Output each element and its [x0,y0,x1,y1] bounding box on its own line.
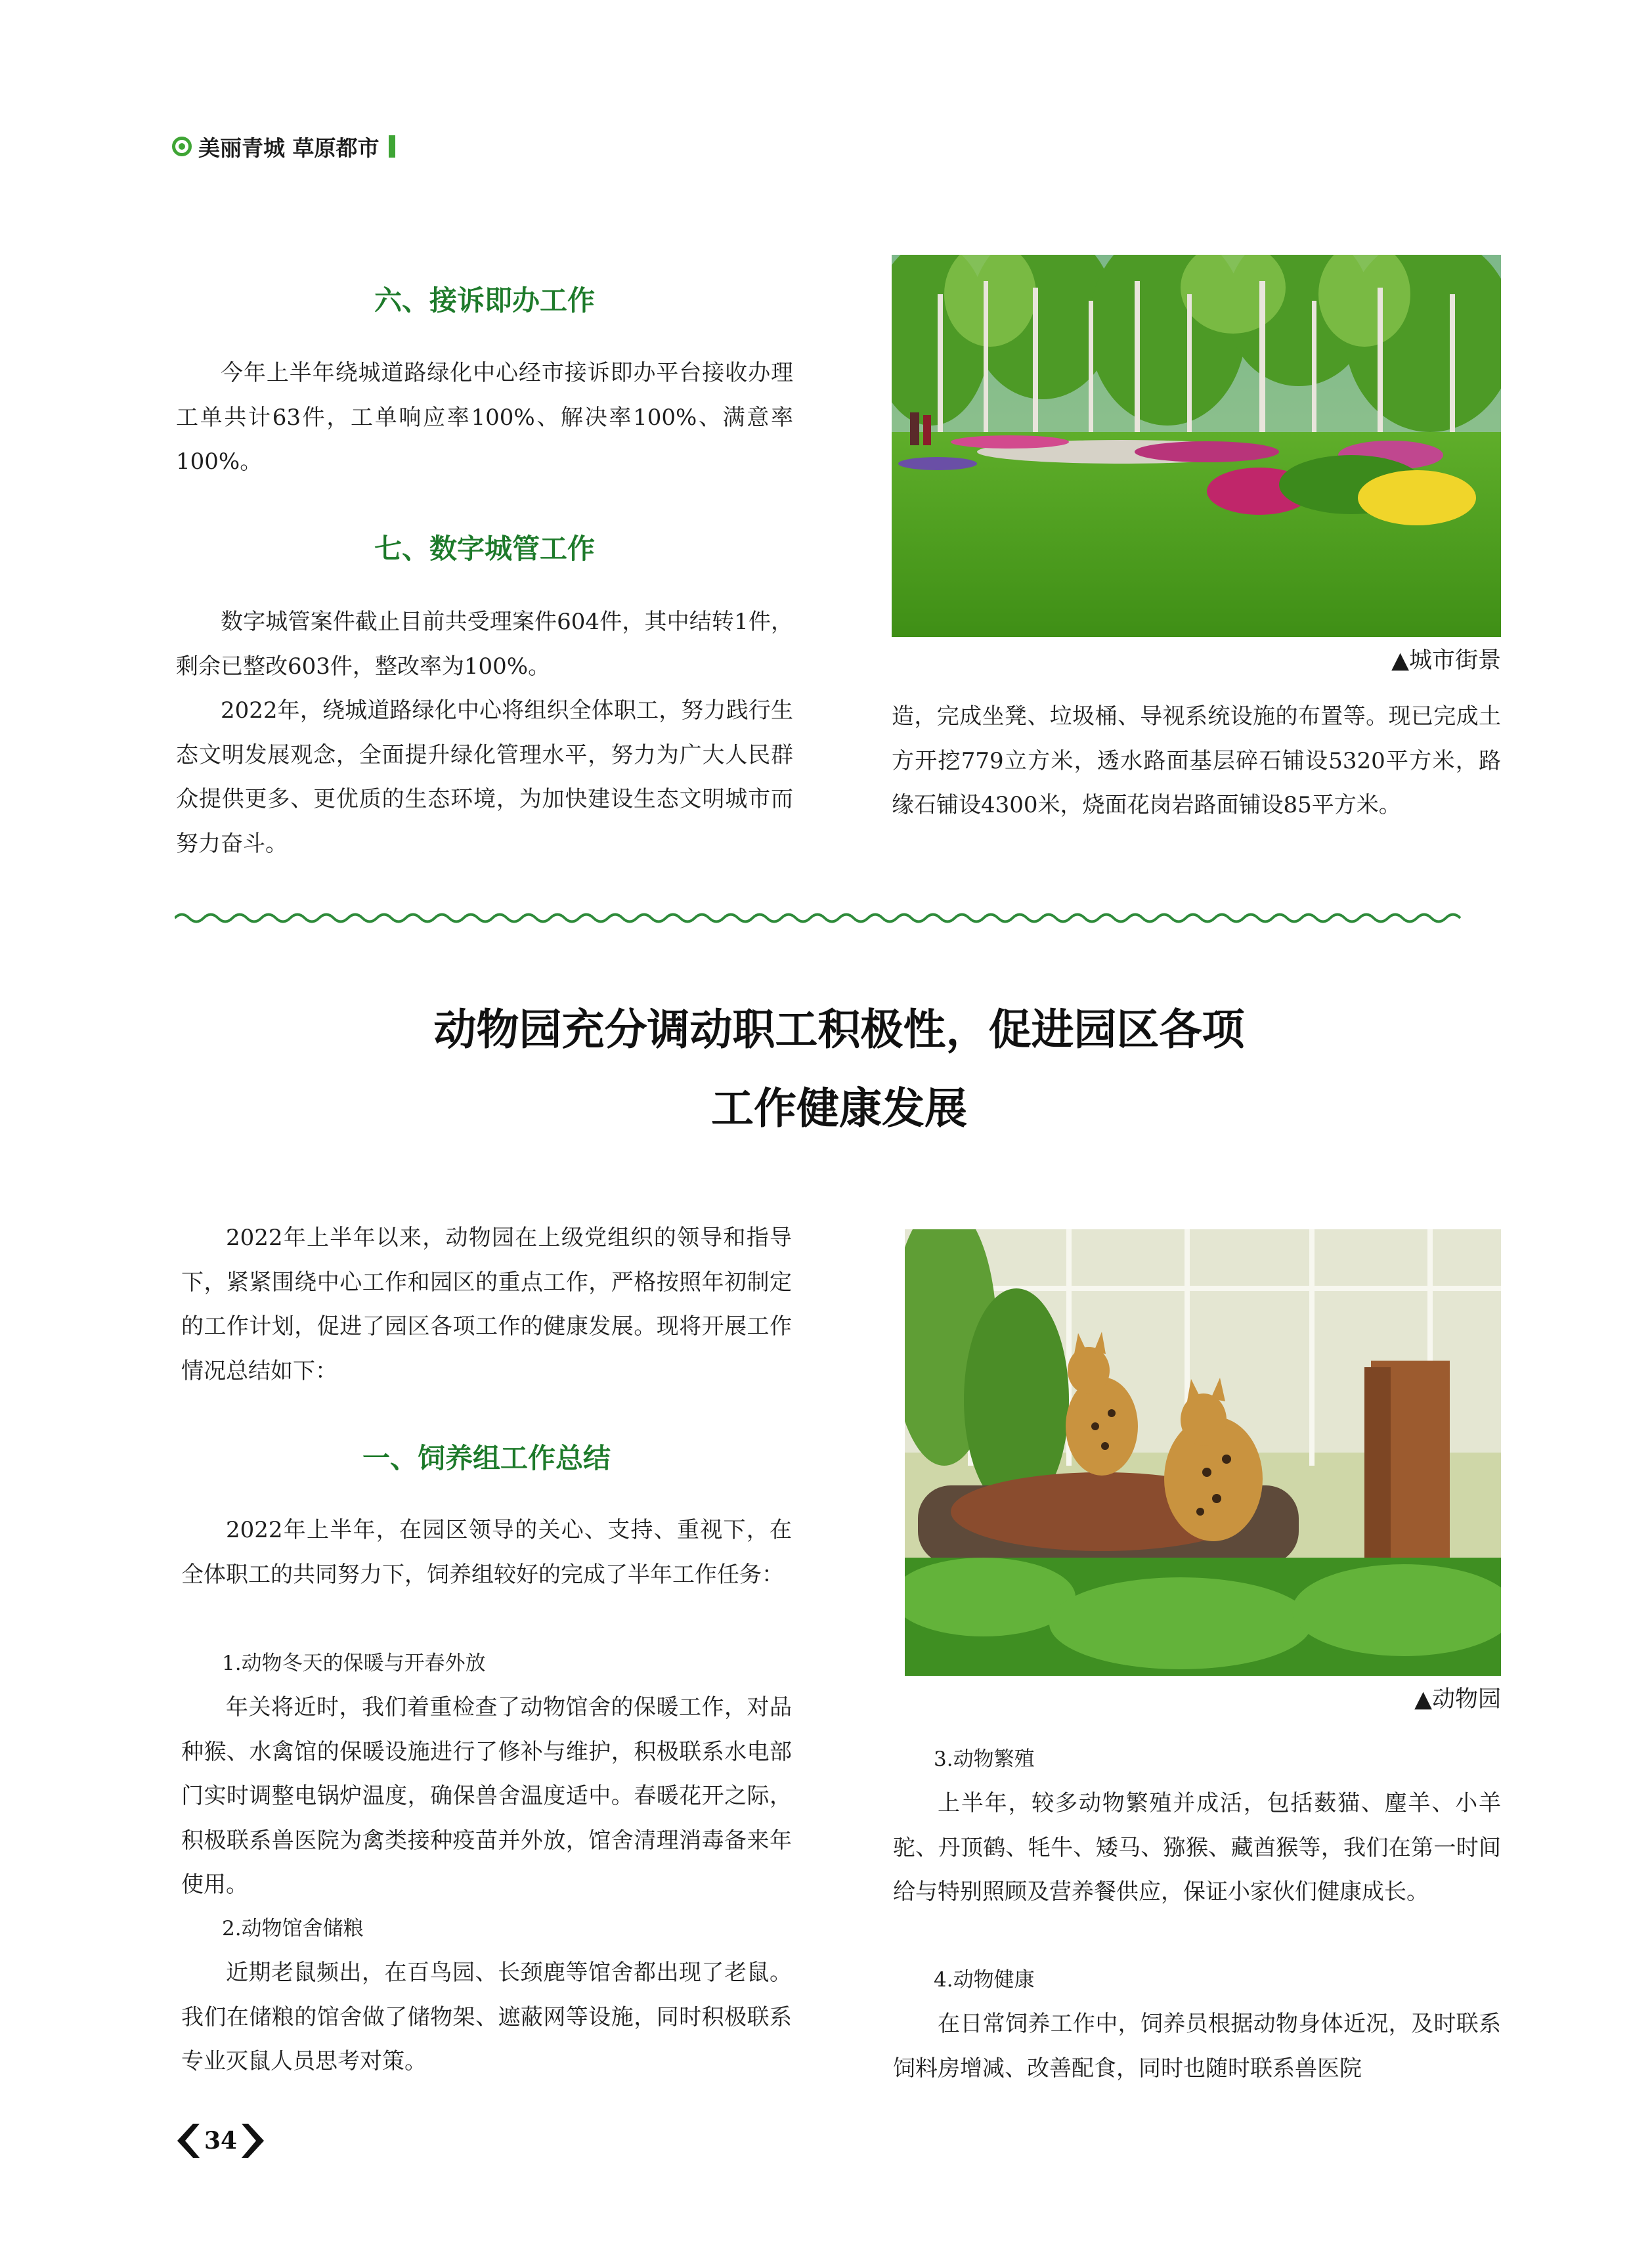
article-intro: 2022年上半年以来，动物园在上级党组织的领导和指导下，紧紧围绕中心工作和园区的重点工作，严格按照年初制定的工作计划，促进了园区各项工作的健康发展。现将开展工作情况总结如下： [181,1225,792,1384]
item-2-text: 近期老鼠频出，在百鸟园、长颈鹿等馆舍都出现了老鼠。我们在储粮的馆舍做了储物架、遮蔽网等设施，同时积极联系专业灭鼠人员思考对策。 [181,1960,792,2074]
wavy-divider [175,909,1505,927]
running-header [172,129,395,164]
zoo-illustration [905,1229,1501,1676]
article-title-line2: 工作健康发展 [710,1084,967,1133]
header-bar-icon [389,135,395,158]
city-street-photo [892,255,1501,637]
item-1-text: 年关将近时，我们着重检查了动物馆舍的保暖工作，对品种猴、水禽馆的保暖设施进行了修补与维护，积极联系水电部门实时调整电锅炉温度，确保兽舍温度适中。春暖花开之际，积极联系兽医院为禽类接种疫苗并外放，馆舍清理消毒备来年使用。 [181,1694,792,1898]
header-title: 美丽青城 草原都市 [198,135,380,161]
section-1-intro: 2022年上半年，在园区领导的关心、支持、重视下，在全体职工的共同努力下，饲养组较好的完成了半年工作任务： [181,1517,792,1588]
section-6-text: 今年上半年绕城道路绿化中心经市接诉即办平台接收办理工单共计63件，工单响应率100%、解决率100%、满意率100%。 [176,360,793,475]
city-street-caption: ▲城市街景 [1391,647,1501,674]
zoo-caption: ▲动物园 [1414,1686,1501,1713]
section-7-text: 数字城管案件截止目前共受理案件604件，其中结转1件，剩余已整改603件，整改率为100%。 [176,609,793,680]
item-1-title: 1.动物冬天的保暖与开春外放 [222,1652,486,1675]
item-3-title: 3.动物繁殖 [934,1747,1035,1771]
article-title-line1: 动物园充分调动职工积极性，促进园区各项 [433,1005,1245,1055]
item-2-title: 2.动物馆舍储粮 [222,1917,364,1940]
item-3-text: 上半年，较多动物繁殖并成活，包括薮猫、麈羊、小羊驼、丹顶鹤、牦牛、矮马、猕猴、藏酋猴等，我们在第一时间给与特别照顾及营养餐供应，保证小家伙们健康成长。 [893,1790,1501,1905]
section-7-title: 七、数字城管工作 [374,533,595,565]
closing-text: 2022年，绕城道路绿化中心将组织全体职工，努力践行生态文明发展观念，全面提升绿化管理水平，努力为广大人民群众提供更多、更优质的生态环境，为加快建设生态文明城市而努力奋斗。 [176,697,793,857]
item-4-title: 4.动物健康 [934,1968,1035,1992]
zoo-photo [905,1229,1501,1676]
item-4-text: 在日常饲养工作中，饲养员根据动物身体近况，及时联系饲料房增减、改善配食，同时也随时联系兽医院 [893,2011,1501,2082]
target-icon [172,137,192,156]
park-illustration [892,255,1501,637]
section-6-title: 六、接诉即办工作 [374,284,595,317]
page-number: 34 [204,2127,238,2155]
right-top-text: 造，完成坐凳、垃圾桶、导视系统设施的布置等。现已完成土方开挖779立方米，透水路面基层碎石铺设5320平方米，路缘石铺设4300米，烧面花岗岩路面铺设85平方米。 [892,703,1501,818]
section-1-title: 一、饲养组工作总结 [362,1442,611,1474]
